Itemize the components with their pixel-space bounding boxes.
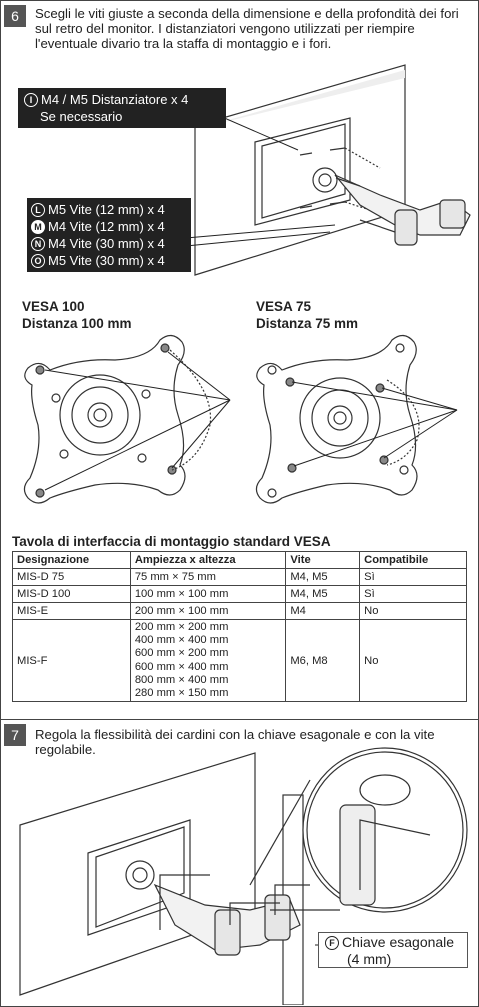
size-item: 280 mm × 150 mm	[134, 687, 229, 700]
hex-key-label	[318, 932, 468, 968]
table-header-row	[13, 552, 467, 569]
cell-screw: M6, M8	[286, 620, 360, 702]
badge-m-icon: M	[31, 220, 45, 234]
vesa75-plate-diagram	[252, 330, 474, 515]
section-divider	[0, 719, 479, 720]
table-row	[13, 586, 467, 603]
badge-i-icon: I	[24, 93, 38, 107]
hex-key-label-line1: Chiave esagonale	[342, 934, 455, 950]
vesa100-heading	[22, 298, 132, 332]
cell-size: 100 mm × 100 mm	[130, 586, 286, 603]
cell-size: 200 mm × 100 mm	[130, 603, 286, 620]
badge-o-icon: O	[31, 254, 45, 268]
hex-key-label-line2: (4 mm)	[347, 951, 392, 967]
size-item: 800 mm × 400 mm	[134, 673, 229, 686]
screw-labels	[27, 198, 191, 272]
cell-compatible: No	[360, 603, 467, 620]
spacer-label-line2: Se necessario	[40, 109, 123, 124]
step-number-7: 7	[4, 724, 26, 746]
step-7-instructions: Regola la flessibilità dei cardini con la chiave esagonale e con la vite regolabile.	[35, 727, 435, 757]
screw-label-l: M5 Vite (12 mm) x 4	[48, 202, 165, 217]
column-header: Compatibile	[360, 552, 467, 569]
screw-label-n: M4 Vite (30 mm) x 4	[48, 236, 165, 251]
cell-compatible: Sì	[360, 586, 467, 603]
cell-size: 75 mm × 75 mm	[130, 569, 286, 586]
cell-screw: M4, M5	[286, 569, 360, 586]
screw-label-m: M4 Vite (12 mm) x 4	[48, 219, 165, 234]
cell-designation: MIS-F	[13, 620, 131, 702]
vesa100-title: VESA 100	[22, 299, 85, 314]
cell-size-list	[130, 620, 286, 702]
table-row	[13, 620, 467, 702]
size-item: 600 mm × 200 mm	[134, 647, 229, 660]
vesa-table-title: Tavola di interfaccia di montaggio standard VESA	[12, 534, 331, 549]
vesa75-title: VESA 75	[256, 299, 312, 314]
spacer-label	[18, 88, 226, 128]
size-item: 600 mm × 400 mm	[134, 660, 229, 673]
spacer-label-line1: M4 / M5 Distanziatore x 4	[41, 92, 189, 107]
vesa75-subtitle: Distanza 75 mm	[256, 316, 359, 331]
vesa100-subtitle: Distanza 100 mm	[22, 316, 132, 331]
step-number-6: 6	[4, 5, 26, 27]
cell-compatible: Sì	[360, 569, 467, 586]
size-item: 400 mm × 400 mm	[134, 634, 229, 647]
column-header: Vite	[286, 552, 360, 569]
vesa-standard-table	[12, 551, 467, 702]
step-6-instructions: Scegli le viti giuste a seconda della dimensione e della profondità dei fori sul retro del monitor. I distanziatori vengono utilizzati per riempire l'eventuale divario tra la staffa di montaggio e i fori.	[35, 6, 459, 51]
vesa75-heading	[256, 298, 358, 332]
badge-n-icon: N	[31, 237, 45, 251]
cell-designation: MIS-D 75	[13, 569, 131, 586]
vesa100-plate-diagram	[20, 330, 240, 515]
badge-l-icon: L	[31, 203, 45, 217]
screw-label-o: M5 Vite (30 mm) x 4	[48, 253, 165, 268]
table-row	[13, 603, 467, 620]
table-row	[13, 569, 467, 586]
size-item: 200 mm × 200 mm	[134, 621, 229, 633]
cell-designation: MIS-D 100	[13, 586, 131, 603]
column-header: Ampiezza x altezza	[130, 552, 286, 569]
cell-screw: M4	[286, 603, 360, 620]
column-header: Designazione	[13, 552, 131, 569]
cell-compatible: No	[360, 620, 467, 702]
cell-screw: M4, M5	[286, 586, 360, 603]
cell-designation: MIS-E	[13, 603, 131, 620]
badge-f-icon: F	[325, 936, 339, 950]
